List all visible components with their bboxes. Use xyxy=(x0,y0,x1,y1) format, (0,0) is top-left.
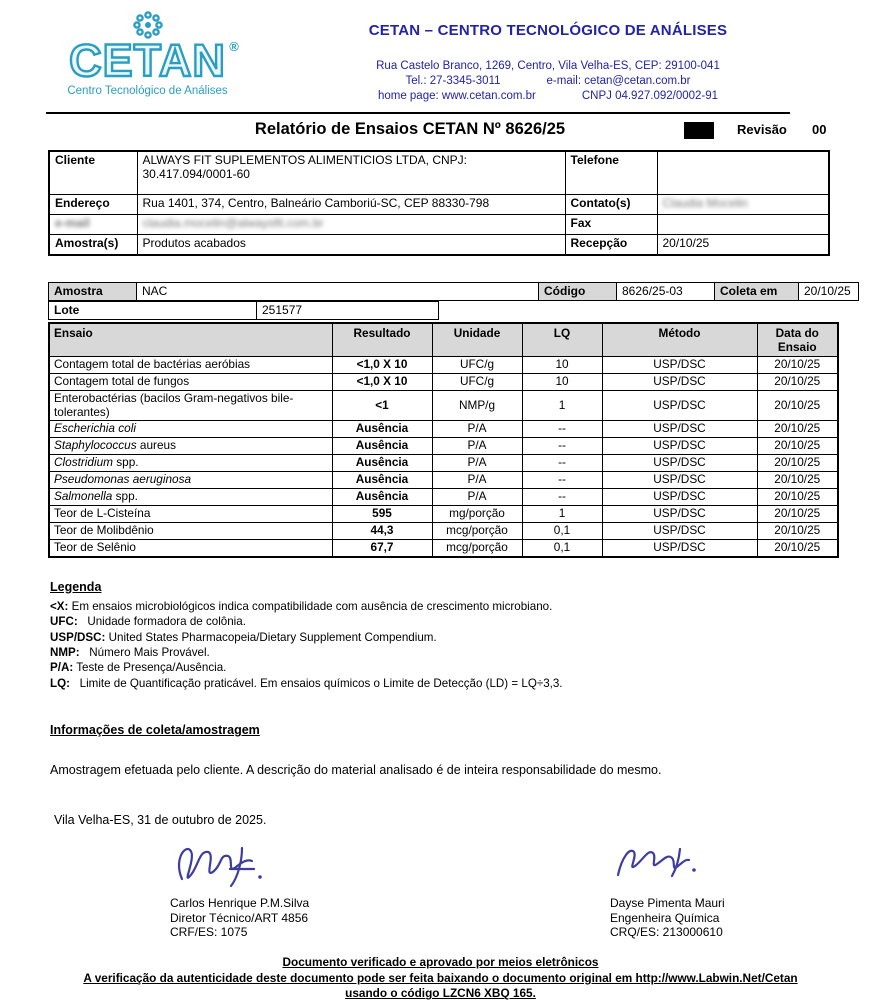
collection-section xyxy=(50,723,881,777)
resultado-value: Ausência xyxy=(332,421,432,438)
data-ensaio-value: 20/10/25 xyxy=(757,373,838,390)
table-row xyxy=(49,195,829,215)
metodo-value: USP/DSC xyxy=(602,421,757,438)
data-ensaio-value: 20/10/25 xyxy=(757,421,838,438)
ensaio-name: Escherichia coli xyxy=(54,421,136,436)
report-title: Relatório de Ensaios CETAN Nº 8626/25 xyxy=(254,119,566,138)
col-header-data: Data do Ensaio xyxy=(757,323,838,357)
signature-block-director xyxy=(170,839,410,939)
brand-word: CETAN xyxy=(69,35,226,86)
ensaio-name: Enterobactérias (bacilos Gram-negativos bile-tolerantes) xyxy=(54,390,294,419)
ensaio-name: Staphylococcus xyxy=(54,438,137,453)
company-address: Rua Castelo Branco, 1269, Centro, Vila Velha-ES, CEP: 29100-041 xyxy=(376,60,720,72)
client-info-table xyxy=(48,150,830,256)
legend-term: USP/DSC: xyxy=(50,630,106,644)
resultado-value: 67,7 xyxy=(332,539,432,556)
legend-text: Em ensaios microbiológicos indica compatibilidade com ausência de crescimento microbiano. xyxy=(68,599,553,613)
unidade-value: NMP/g xyxy=(432,390,522,421)
date-line: Vila Velha-ES, 31 de outubro de 2025. xyxy=(54,813,267,828)
lq-value: 0,1 xyxy=(522,539,602,556)
unidade-value: P/A xyxy=(432,472,522,489)
signatory-role: Diretor Técnico/ART 4856 xyxy=(170,910,309,925)
recepcao-label: Recepção xyxy=(565,235,657,255)
ensaio-name: aureus xyxy=(136,438,176,453)
resultado-value: <1,0 X 10 xyxy=(332,356,432,373)
resultado-value: Ausência xyxy=(332,455,432,472)
table-row xyxy=(49,455,838,472)
metodo-value: USP/DSC xyxy=(602,522,757,539)
metodo-value: USP/DSC xyxy=(602,505,757,522)
legend-text: United States Pharmacopeia/Dietary Supplement Compendium. xyxy=(105,630,437,644)
table-row xyxy=(49,505,838,522)
table-row xyxy=(49,301,439,319)
fax-label: Fax xyxy=(565,215,657,235)
metodo-value: USP/DSC xyxy=(602,455,757,472)
lq-value: -- xyxy=(522,421,602,438)
collection-text: Amostragem efetuada pelo cliente. A descrição do material analisado é de inteira responsabilidade do mesmo. xyxy=(50,763,662,778)
lq-value: 0,1 xyxy=(522,522,602,539)
results-header-row xyxy=(49,323,838,357)
unidade-value: mg/porção xyxy=(432,505,522,522)
col-header-metodo: Método xyxy=(602,323,757,357)
amostra-label: Amostra xyxy=(49,282,137,300)
unidade-value: P/A xyxy=(432,438,522,455)
resultado-value: <1 xyxy=(332,390,432,421)
amostras-value: Produtos acabados xyxy=(137,235,565,255)
data-ensaio-value: 20/10/25 xyxy=(757,489,838,506)
amostra-value: NAC xyxy=(137,282,539,300)
contato-label: Contato(s) xyxy=(565,195,657,215)
ensaio-name: Contagem total de fungos xyxy=(54,373,190,388)
signatory-name: Dayse Pimenta Mauri xyxy=(610,896,725,911)
ensaio-name: Teor de Molibdênio xyxy=(54,522,154,537)
resultado-value: Ausência xyxy=(332,472,432,489)
unidade-value: UFC/g xyxy=(432,373,522,390)
data-ensaio-value: 20/10/25 xyxy=(757,455,838,472)
table-row xyxy=(49,373,838,390)
legend-text: Teste de Presença/Ausência. xyxy=(73,661,227,675)
coleta-value: 20/10/25 xyxy=(799,282,859,300)
legend-item xyxy=(50,599,881,614)
legend-item xyxy=(50,676,881,691)
redaction-box xyxy=(684,122,714,139)
collection-heading: Informações de coleta/amostragem xyxy=(50,723,260,738)
col-header-unidade: Unidade xyxy=(432,323,522,357)
results-table xyxy=(48,322,839,558)
legend-item xyxy=(50,614,881,629)
endereco-value: Rua 1401, 374, Centro, Balneário Camboriú-SC, CEP 88330-798 xyxy=(137,195,565,215)
lote-table xyxy=(48,301,439,320)
unidade-value: P/A xyxy=(432,421,522,438)
amostras-label: Amostra(s) xyxy=(49,235,137,255)
footer-line-2: A verificação da autenticidade deste documento pode ser feita baixando o documento original em http://www.Labwin.Net/Cetan xyxy=(83,970,798,985)
metodo-value: USP/DSC xyxy=(602,472,757,489)
company-homepage: home page: www.cetan.com.br xyxy=(377,89,536,102)
legend-section xyxy=(50,580,881,691)
telefone-label: Telefone xyxy=(565,151,657,195)
legend-term: <X: xyxy=(50,599,69,613)
registered-mark: ® xyxy=(229,39,240,54)
unidade-value: mcg/porção xyxy=(432,539,522,556)
signatory-registry: CRQ/ES: 213000610 xyxy=(610,924,723,939)
legend-term: UFC: xyxy=(50,615,78,629)
lq-value: -- xyxy=(522,489,602,506)
col-header-resultado: Resultado xyxy=(332,323,432,357)
metodo-value: USP/DSC xyxy=(602,373,757,390)
legend-item xyxy=(50,630,881,645)
lote-value: 251577 xyxy=(257,301,439,319)
metodo-value: USP/DSC xyxy=(602,390,757,421)
data-ensaio-value: 20/10/25 xyxy=(757,522,838,539)
codigo-value: 8626/25-03 xyxy=(617,282,715,300)
lote-label: Lote xyxy=(49,301,257,319)
col-header-ensaio: Ensaio xyxy=(49,323,332,357)
col-header-lq: LQ xyxy=(522,323,602,357)
table-row xyxy=(49,522,838,539)
ensaio-name: Contagem total de bactérias aeróbias xyxy=(54,356,251,371)
signature-image xyxy=(610,839,720,891)
data-ensaio-value: 20/10/25 xyxy=(757,356,838,373)
brand-text xyxy=(69,35,240,86)
ensaio-name: Teor de L-Cisteína xyxy=(54,505,151,520)
sample-header-table xyxy=(48,282,859,301)
footer xyxy=(0,955,881,1002)
legend-text: Número Mais Provável. xyxy=(79,645,210,659)
company-cnpj: CNPJ 04.927.092/0002-91 xyxy=(581,89,719,102)
lq-value: 10 xyxy=(522,356,602,373)
unidade-value: UFC/g xyxy=(432,356,522,373)
cliente-value: ALWAYS FIT SUPLEMENTOS ALIMENTICIOS LTDA, CNPJ: 30.417.094/0001-60 xyxy=(137,151,565,195)
company-email: e-mail: cetan@cetan.com.br xyxy=(546,74,691,87)
resultado-value: Ausência xyxy=(332,489,432,506)
footer-line-3: usando o código LZCN6 XBQ 165. xyxy=(345,986,536,1001)
legend-item xyxy=(50,660,881,675)
lq-value: -- xyxy=(522,455,602,472)
lq-value: -- xyxy=(522,472,602,489)
ensaio-name: spp. xyxy=(113,455,139,470)
codigo-label: Código xyxy=(539,282,617,300)
legend-text: Unidade formadora de colônia. xyxy=(77,615,246,629)
fax-value xyxy=(657,215,829,235)
signature-block-chemist xyxy=(610,839,850,939)
legend-term: LQ: xyxy=(50,676,70,690)
signatory-name: Carlos Henrique P.M.Silva xyxy=(170,896,310,911)
lq-value: 10 xyxy=(522,373,602,390)
table-row xyxy=(49,215,829,235)
lq-value: -- xyxy=(522,438,602,455)
cliente-label: Cliente xyxy=(49,151,137,195)
metodo-value: USP/DSC xyxy=(602,489,757,506)
logo-tagline: Centro Tecnológico de Análises xyxy=(67,84,228,97)
legend-term: NMP: xyxy=(50,645,80,659)
legend-text: Limite de Quantificação praticável. Em ensaios químicos o Limite de Detecção (LD) = LQ÷3,3. xyxy=(69,676,563,690)
company-phone: Tel.: 27-3345-3011 xyxy=(405,74,501,87)
legend-heading: Legenda xyxy=(50,579,102,594)
signature-image xyxy=(170,839,290,891)
telefone-value xyxy=(657,151,829,195)
footer-line-1: Documento verificado e aprovado por meios eletrônicos xyxy=(282,955,599,970)
table-row xyxy=(49,235,829,255)
ensaio-name: spp. xyxy=(112,489,138,504)
resultado-value: 595 xyxy=(332,505,432,522)
signatory-registry: CRF/ES: 1075 xyxy=(170,924,248,939)
email-label-redacted: e-mail xyxy=(55,216,90,231)
data-ensaio-value: 20/10/25 xyxy=(757,438,838,455)
report-title-row xyxy=(0,114,881,148)
table-row xyxy=(49,489,838,506)
signatures xyxy=(170,839,881,939)
ensaio-name: Teor de Selênio xyxy=(54,539,136,554)
table-row xyxy=(49,438,838,455)
revision-value: 00 xyxy=(812,121,827,137)
email-value-redacted: claudia.mocelin@alwaysfit.com.br xyxy=(142,216,324,231)
data-ensaio-value: 20/10/25 xyxy=(757,390,838,421)
coleta-label: Coleta em xyxy=(715,282,799,300)
legend-term: P/A: xyxy=(50,661,74,675)
resultado-value: 44,3 xyxy=(332,522,432,539)
recepcao-value: 20/10/25 xyxy=(657,235,829,255)
data-ensaio-value: 20/10/25 xyxy=(757,472,838,489)
table-row xyxy=(49,151,829,195)
table-row xyxy=(49,282,859,300)
table-row xyxy=(49,390,838,421)
letterhead xyxy=(0,0,881,104)
company-title: CETAN – CENTRO TECNOLÓGICO DE ANÁLISES xyxy=(368,22,728,39)
resultado-value: <1,0 X 10 xyxy=(332,373,432,390)
unidade-value: P/A xyxy=(432,489,522,506)
endereco-label: Endereço xyxy=(49,195,137,215)
metodo-value: USP/DSC xyxy=(602,356,757,373)
company-header xyxy=(245,6,851,104)
ensaio-name: Pseudomonas aeruginosa xyxy=(54,472,192,487)
data-ensaio-value: 20/10/25 xyxy=(757,539,838,556)
legend-item xyxy=(50,645,881,660)
lq-value: 1 xyxy=(522,390,602,421)
table-row xyxy=(49,539,838,556)
table-row xyxy=(49,356,838,373)
unidade-value: mcg/porção xyxy=(432,522,522,539)
table-row xyxy=(49,421,838,438)
metodo-value: USP/DSC xyxy=(602,539,757,556)
cetan-logo xyxy=(50,6,245,104)
ensaio-name: Salmonella xyxy=(54,489,113,504)
unidade-value: P/A xyxy=(432,455,522,472)
revision-label: Revisão xyxy=(737,121,787,137)
signatory-role: Engenheira Química xyxy=(610,910,720,925)
contato-value-redacted: Claudia Mocelin xyxy=(662,196,748,211)
table-row xyxy=(49,472,838,489)
lq-value: 1 xyxy=(522,505,602,522)
ensaio-name: Clostridium xyxy=(54,455,113,470)
data-ensaio-value: 20/10/25 xyxy=(757,505,838,522)
metodo-value: USP/DSC xyxy=(602,438,757,455)
resultado-value: Ausência xyxy=(332,438,432,455)
